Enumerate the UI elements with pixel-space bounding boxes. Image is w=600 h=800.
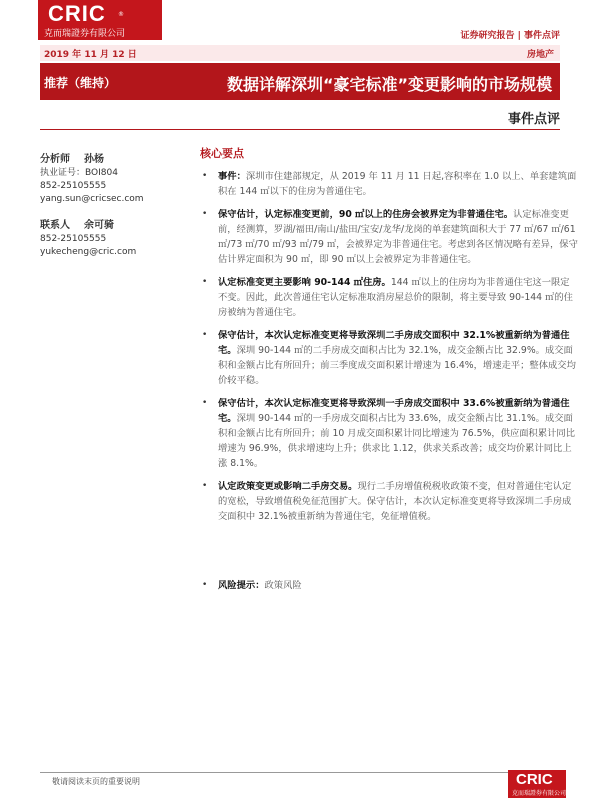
summary-bullet bbox=[200, 207, 578, 267]
bullet-text: 现行二手房增值税税收政策不变，但对普通住宅认定的宽松，导致增值税免征范围扩大。保守估计，本次认定标准变更将导致深圳二手房成交面积中 32.1%被重新纳为普通住宅，免征增值税。 bbox=[218, 481, 572, 522]
footer-note: 敬请阅读末页的重要说明 bbox=[52, 777, 140, 786]
bullet-icon: • bbox=[202, 171, 208, 181]
contact-label: 联系人 bbox=[40, 220, 70, 231]
footer-logo bbox=[508, 770, 566, 798]
report-type: 证券研究报告 | 事件点评 bbox=[460, 31, 560, 41]
risk-bullet bbox=[200, 578, 570, 593]
footer-divider bbox=[40, 772, 508, 773]
report-subtitle: 事件点评 bbox=[507, 112, 560, 127]
bullet-text: 深圳 90-144 ㎡的二手房成交面积占比为 32.1%，成交金额占比 32.9%。成交面积和金额占比有所回升；前三季度成交面积累计增速为 16.4%，增速走平；整体成交均价较平稳。 bbox=[218, 345, 576, 386]
bullet-icon: • bbox=[202, 398, 208, 408]
bullet-text: 深圳 90-144 ㎡的一手房成交面积占比为 33.6%，成交金额占比 31.1%。成交面积和金额占比有所回升；前 10 月成交面积累计同比增速为 76.5%，供应面积累计同比增速为 96.9%，供求增速均上升；供求比 1.12，供求关系改善；成交均价累计同比上涨 8.1%。 bbox=[218, 413, 576, 469]
bullet-lead: 事件： bbox=[218, 171, 246, 182]
logo-company-name: 克而瑞證券有限公司 bbox=[44, 29, 126, 39]
bullet-text: 认定标准变更前，经测算，罗湖/福田/南山/盐田/宝安/龙华/龙岗的单套建筑面积大于 77 ㎡/67 ㎡/61 ㎡/73 ㎡/70 ㎡/93 ㎡/79 ㎡，会被界定为非普通住宅。考虑到各区情况略有差异，保守估计界定面积为 90 ㎡，即 90 ㎡以上会被界定为非普通住宅。 bbox=[218, 209, 578, 265]
footer-logo-mark: CRIC bbox=[516, 771, 553, 788]
summary-bullet bbox=[200, 275, 578, 320]
bullet-lead: 认定政策变更或影响二手房交易。 bbox=[218, 481, 358, 492]
bullet-lead: 保守估计，本次认定标准变更将导致深圳二手房成交面积中 32.1%被重新纳为普通住宅。 bbox=[218, 330, 570, 356]
bullet-icon: • bbox=[202, 277, 208, 287]
summary-section bbox=[200, 145, 578, 532]
summary-bullet bbox=[200, 328, 578, 388]
summary-bullet bbox=[200, 479, 578, 524]
header-divider bbox=[40, 129, 560, 130]
industry-label: 房地产 bbox=[526, 50, 554, 60]
bullet-icon: • bbox=[202, 209, 208, 219]
bullet-lead: 保守估计，认定标准变更前，90 ㎡以上的住房会被界定为非普通住宅。 bbox=[218, 209, 514, 220]
logo-mark: CRIC bbox=[48, 1, 106, 26]
bullet-icon: • bbox=[202, 580, 208, 590]
cric-logo bbox=[38, 0, 162, 40]
risk-text: 政策风险 bbox=[264, 580, 302, 591]
contact-phone: 852-25105555 bbox=[40, 234, 107, 244]
analyst-row bbox=[40, 150, 190, 165]
bullet-icon: • bbox=[202, 481, 208, 491]
analyst-label: 分析师 bbox=[40, 154, 70, 165]
title-bar bbox=[40, 63, 560, 100]
date-bar bbox=[40, 45, 560, 61]
analyst-phone: 852-25105555 bbox=[40, 181, 107, 191]
analyst-email[interactable]: yang.sun@cricsec.com bbox=[40, 194, 144, 204]
bullet-lead: 保守估计，本次认定标准变更将导致深圳一手房成交面积中 33.6%被重新纳为普通住宅。 bbox=[218, 398, 570, 424]
summary-title: 核心要点 bbox=[200, 147, 244, 160]
summary-bullet bbox=[200, 169, 578, 199]
logo-registered-mark: ® bbox=[118, 11, 124, 18]
bullet-icon: • bbox=[202, 330, 208, 340]
footer-logo-company-name: 克而瑞證券有限公司 bbox=[512, 790, 567, 797]
bullet-lead: 认定标准变更主要影响 90-144 ㎡住房。 bbox=[218, 277, 391, 288]
summary-bullet bbox=[200, 396, 578, 471]
analyst-license: 执业证号：BOI804 bbox=[40, 168, 118, 178]
contact-row bbox=[40, 216, 190, 231]
contact-name: 余可骑 bbox=[84, 220, 114, 231]
contact-email[interactable]: yukecheng@cric.com bbox=[40, 247, 137, 257]
analyst-panel bbox=[40, 150, 190, 259]
risk-lead: 风险提示： bbox=[218, 580, 265, 591]
bullet-text: 深圳市住建部规定，从 2019 年 11 月 11 日起,容积率在 1.0 以上、单套建筑面积在 144 ㎡以下的住房为普通住宅。 bbox=[218, 171, 577, 197]
report-date: 2019 年 11 月 12 日 bbox=[44, 50, 137, 60]
analyst-name: 孙杨 bbox=[84, 154, 104, 165]
risk-section bbox=[200, 578, 570, 601]
report-title: 数据详解深圳“豪宅标准”变更影响的市场规模 bbox=[226, 75, 552, 94]
rating: 推荐（维持） bbox=[44, 76, 117, 90]
bullet-text: 144 ㎡以上的住房均为非普通住宅这一限定不变。因此，此次普通住宅认定标准取消房屋总价的限制，将主要导致 90-144 ㎡的住房被纳为普通住宅。 bbox=[218, 277, 573, 318]
